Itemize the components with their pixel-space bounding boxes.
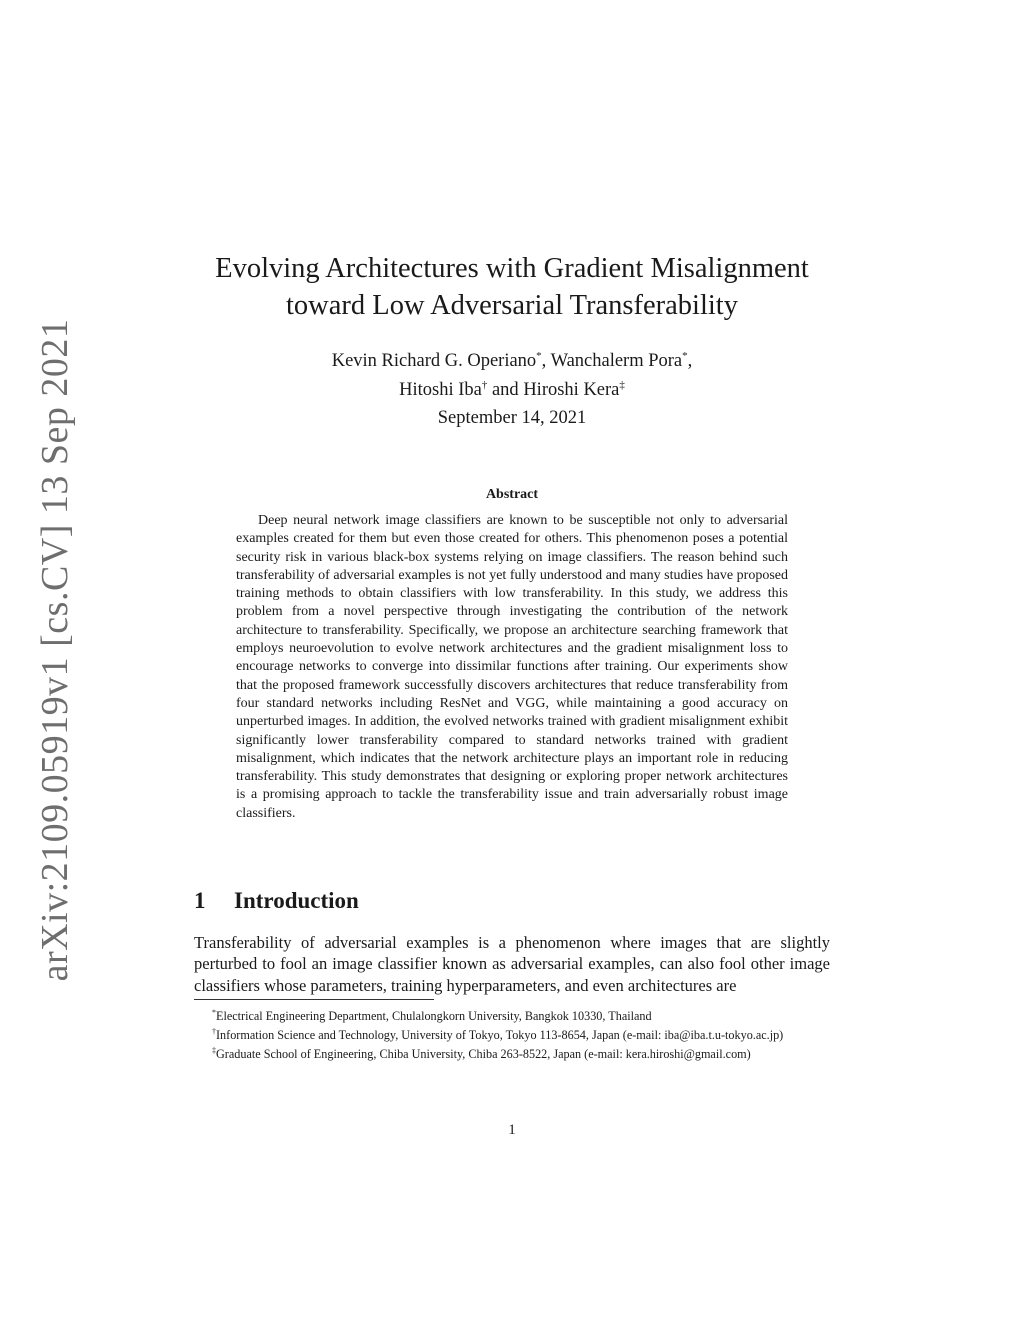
footnote-text: Graduate School of Engineering, Chiba University, Chiba 263-8522, Japan (e-mail: kera.hiroshi@gmail.com) — [216, 1047, 751, 1062]
abstract-heading: Abstract — [485, 487, 539, 502]
footnote-mark: * — [212, 1008, 216, 1017]
footnote-text: Information Science and Technology, University of Tokyo, Tokyo 113-8654, Japan (e-mail: iba@iba.t.u-tokyo.ac.jp) — [216, 1028, 784, 1043]
publication-date: September 14, 2021 — [437, 408, 587, 428]
title-line-1: Evolving Architectures with Gradient Misalignment — [215, 253, 809, 284]
author-name: Hiroshi Kera — [523, 380, 620, 401]
author-list: Kevin Richard G. Operiano*, Wanchalerm Pora*, Hitoshi Iba† and Hiroshi Kera‡ — [331, 350, 693, 401]
author-affiliation-mark: * — [536, 350, 542, 362]
footnote — [194, 1024, 830, 1043]
author-name: Kevin Richard G. Operiano — [331, 351, 537, 372]
footnote-divider — [194, 999, 434, 1000]
section-heading — [194, 888, 359, 914]
author-name: Wanchalerm Pora — [550, 351, 683, 372]
footnote-text: Electrical Engineering Department, Chulalongkorn University, Bangkok 10330, Thailand — [216, 1009, 652, 1024]
section-title: Introduction — [234, 888, 359, 913]
author-affiliation-mark: † — [481, 379, 488, 392]
footnotes — [194, 1005, 830, 1062]
arxiv-identifier-stamp: arXiv:2109.05919v1 [cs.CV] 13 Sep 2021 — [34, 318, 76, 982]
introduction-paragraph: Transferability of adversarial examples is a phenomenon where images that are slightly perturbed to fool an image classifier known as adversarial examples, can also fool other image classifiers whose parameters, training hyperparameters, and even architectures are — [194, 933, 830, 995]
paper-title — [160, 250, 864, 324]
page-number: 1 — [508, 1122, 516, 1138]
section-number: 1 — [194, 888, 206, 913]
abstract-text: Deep neural network image classifiers are known to be susceptible not only to adversarial examples created for them but even those created for others. This phenomenon poses a potential security risk in various black-box systems relying on image classifiers. The reason behind such transferability of adversarial examples is not yet fully understood and many studies have proposed training methods to obtain classifiers with low transferability. In this study, we address this problem from a novel perspective through investigating the contribution of the network architecture to transferability. Specifically, we propose an architecture searching framework that employs neuroevolution to evolve network architectures and the gradient misalignment loss to encourage networks to converge into dissimilar functions after training. Our experiments show that the proposed framework successfully discovers architectures that reduce transferability from four standard networks including ResNet and VGG, while maintaining a good accuracy on unperturbed images. In addition, the evolved networks trained with gradient misalignment exhibit significantly lower transferability compared to standard networks trained with gradient misalignment, which indicates that the network architecture plays an important role in reducing transferability. This study demonstrates that designing or exploring proper network architectures is a promising approach to tackle the transferability issue and train adversarially robust image classifiers. — [236, 513, 788, 821]
title-line-2: toward Low Adversarial Transferability — [286, 290, 738, 321]
author-affiliation-mark: ‡ — [619, 379, 625, 392]
author-affiliation-mark: * — [682, 350, 688, 362]
footnote-mark: ‡ — [212, 1046, 216, 1056]
footnote — [194, 1005, 830, 1024]
author-name: Hitoshi Iba — [399, 380, 482, 401]
footnote — [194, 1043, 830, 1062]
footnote-mark: † — [212, 1027, 216, 1037]
